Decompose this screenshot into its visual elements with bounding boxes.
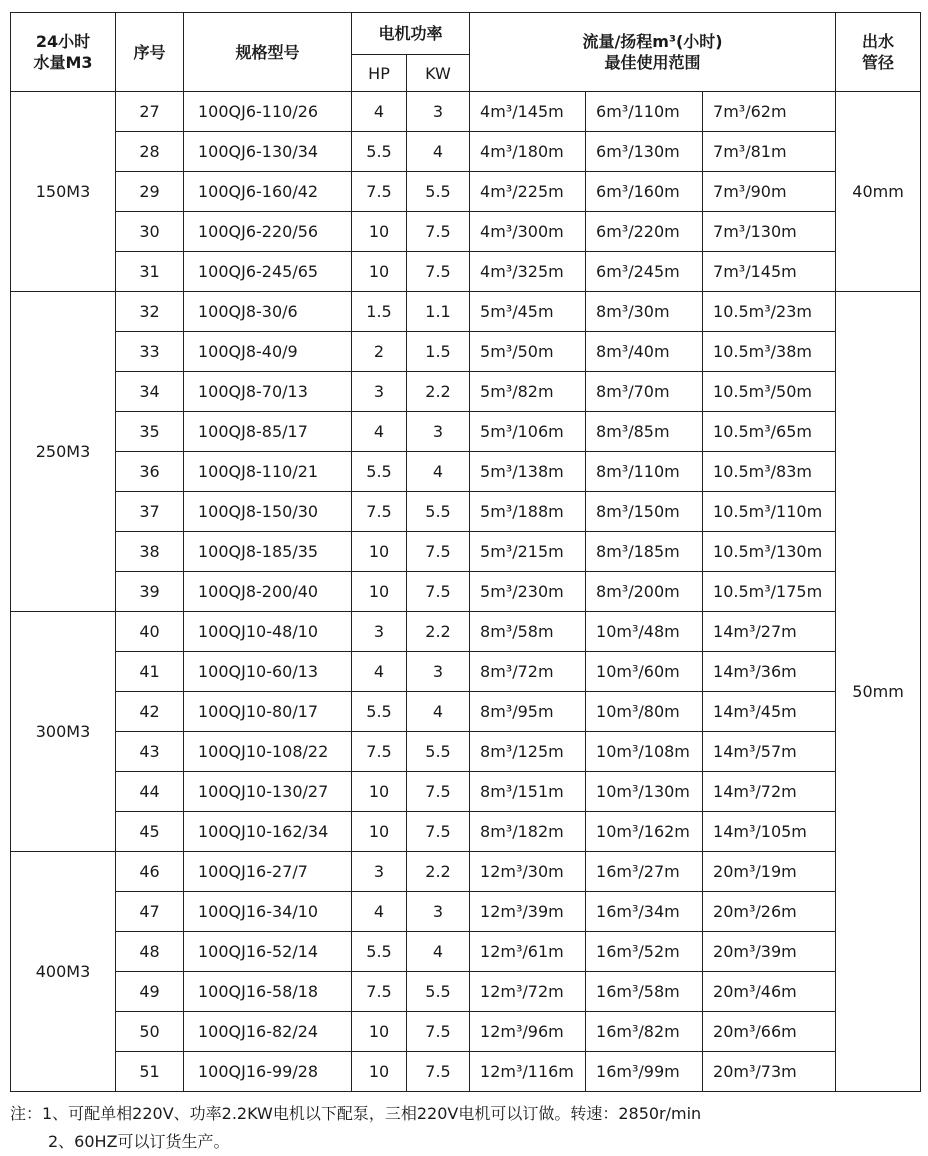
- model-cell: 100QJ8-85/17: [184, 412, 352, 452]
- flow-cell: 16m³/82m: [586, 1012, 703, 1052]
- flow-cell: 8m³/40m: [586, 332, 703, 372]
- kw-cell: 4: [407, 132, 470, 172]
- kw-cell: 7.5: [407, 212, 470, 252]
- flow-cell: 5m³/138m: [470, 452, 586, 492]
- flow-cell: 7m³/130m: [703, 212, 836, 252]
- flow-cell: 4m³/300m: [470, 212, 586, 252]
- seq-cell: 48: [116, 932, 184, 972]
- table-row: [11, 732, 921, 772]
- kw-cell: 7.5: [407, 252, 470, 292]
- model-cell: 100QJ8-30/6: [184, 292, 352, 332]
- flow-cell: 10.5m³/175m: [703, 572, 836, 612]
- header-kw: KW: [407, 55, 470, 92]
- flow-cell: 10.5m³/23m: [703, 292, 836, 332]
- flow-cell: 12m³/30m: [470, 852, 586, 892]
- note-1: 注：1、可配单相220V、功率2.2KW电机以下配泵，三相220V电机可以订做。转速：2850r/min: [10, 1104, 702, 1123]
- seq-cell: 32: [116, 292, 184, 332]
- table-row: [11, 92, 921, 132]
- outlet-diameter-cell: 40mm: [836, 92, 921, 292]
- kw-cell: 7.5: [407, 1052, 470, 1092]
- flow-cell: 12m³/96m: [470, 1012, 586, 1052]
- flow-cell: 10m³/108m: [586, 732, 703, 772]
- kw-cell: 7.5: [407, 812, 470, 852]
- hp-cell: 10: [352, 252, 407, 292]
- table-row: [11, 1012, 921, 1052]
- flow-cell: 10.5m³/38m: [703, 332, 836, 372]
- hp-cell: 4: [352, 652, 407, 692]
- table-row: [11, 892, 921, 932]
- header-motor-power: 电机功率: [352, 13, 470, 55]
- hp-cell: 10: [352, 532, 407, 572]
- hp-cell: 5.5: [352, 692, 407, 732]
- model-cell: 100QJ10-108/22: [184, 732, 352, 772]
- model-cell: 100QJ16-34/10: [184, 892, 352, 932]
- flow-cell: 20m³/19m: [703, 852, 836, 892]
- flow-cell: 16m³/52m: [586, 932, 703, 972]
- hp-cell: 10: [352, 1012, 407, 1052]
- kw-cell: 5.5: [407, 972, 470, 1012]
- model-cell: 100QJ16-52/14: [184, 932, 352, 972]
- model-cell: 100QJ8-70/13: [184, 372, 352, 412]
- hp-cell: 10: [352, 1052, 407, 1092]
- seq-cell: 42: [116, 692, 184, 732]
- hp-cell: 5.5: [352, 132, 407, 172]
- model-cell: 100QJ8-40/9: [184, 332, 352, 372]
- flow-cell: 16m³/58m: [586, 972, 703, 1012]
- seq-cell: 46: [116, 852, 184, 892]
- table-row: [11, 372, 921, 412]
- table-row: [11, 452, 921, 492]
- flow-cell: 8m³/125m: [470, 732, 586, 772]
- table-row: [11, 612, 921, 652]
- seq-cell: 34: [116, 372, 184, 412]
- flow-cell: 6m³/245m: [586, 252, 703, 292]
- kw-cell: 2.2: [407, 372, 470, 412]
- model-cell: 100QJ6-110/26: [184, 92, 352, 132]
- hp-cell: 7.5: [352, 172, 407, 212]
- seq-cell: 29: [116, 172, 184, 212]
- flow-cell: 20m³/46m: [703, 972, 836, 1012]
- flow-cell: 5m³/215m: [470, 532, 586, 572]
- table-row: [11, 252, 921, 292]
- flow-cell: 16m³/99m: [586, 1052, 703, 1092]
- flow-cell: 14m³/57m: [703, 732, 836, 772]
- kw-cell: 4: [407, 452, 470, 492]
- seq-cell: 41: [116, 652, 184, 692]
- group-flow-cell: 400M3: [11, 852, 116, 1092]
- flow-cell: 10m³/162m: [586, 812, 703, 852]
- kw-cell: 1.1: [407, 292, 470, 332]
- group-flow-cell: 300M3: [11, 612, 116, 852]
- flow-cell: 6m³/110m: [586, 92, 703, 132]
- hp-cell: 7.5: [352, 732, 407, 772]
- flow-cell: 8m³/95m: [470, 692, 586, 732]
- seq-cell: 51: [116, 1052, 184, 1092]
- kw-cell: 2.2: [407, 852, 470, 892]
- model-cell: 100QJ8-110/21: [184, 452, 352, 492]
- model-cell: 100QJ6-130/34: [184, 132, 352, 172]
- flow-cell: 20m³/39m: [703, 932, 836, 972]
- table-row: [11, 412, 921, 452]
- model-cell: 100QJ8-150/30: [184, 492, 352, 532]
- seq-cell: 39: [116, 572, 184, 612]
- flow-cell: 14m³/27m: [703, 612, 836, 652]
- hp-cell: 4: [352, 892, 407, 932]
- kw-cell: 4: [407, 932, 470, 972]
- model-cell: 100QJ16-82/24: [184, 1012, 352, 1052]
- flow-cell: 8m³/85m: [586, 412, 703, 452]
- outlet-diameter-cell: 50mm: [836, 292, 921, 1092]
- table-row: [11, 972, 921, 1012]
- flow-cell: 4m³/145m: [470, 92, 586, 132]
- flow-cell: 8m³/150m: [586, 492, 703, 532]
- footnotes: [10, 1100, 701, 1156]
- seq-cell: 31: [116, 252, 184, 292]
- hp-cell: 3: [352, 612, 407, 652]
- flow-cell: 14m³/45m: [703, 692, 836, 732]
- flow-cell: 8m³/70m: [586, 372, 703, 412]
- table-row: [11, 852, 921, 892]
- seq-cell: 36: [116, 452, 184, 492]
- flow-cell: 16m³/34m: [586, 892, 703, 932]
- flow-cell: 10.5m³/83m: [703, 452, 836, 492]
- flow-cell: 12m³/61m: [470, 932, 586, 972]
- pump-spec-table: [10, 12, 921, 1092]
- flow-cell: 8m³/200m: [586, 572, 703, 612]
- flow-cell: 8m³/182m: [470, 812, 586, 852]
- note-2: 2、60HZ可以订货生产。: [48, 1132, 230, 1151]
- seq-cell: 37: [116, 492, 184, 532]
- hp-cell: 10: [352, 212, 407, 252]
- seq-cell: 50: [116, 1012, 184, 1052]
- model-cell: 100QJ10-48/10: [184, 612, 352, 652]
- kw-cell: 3: [407, 92, 470, 132]
- seq-cell: 44: [116, 772, 184, 812]
- model-cell: 100QJ6-160/42: [184, 172, 352, 212]
- flow-cell: 10.5m³/110m: [703, 492, 836, 532]
- hp-cell: 1.5: [352, 292, 407, 332]
- kw-cell: 4: [407, 692, 470, 732]
- model-cell: 100QJ16-27/7: [184, 852, 352, 892]
- hp-cell: 2: [352, 332, 407, 372]
- header-hp: HP: [352, 55, 407, 92]
- flow-cell: 7m³/81m: [703, 132, 836, 172]
- model-cell: 100QJ6-220/56: [184, 212, 352, 252]
- flow-cell: 8m³/58m: [470, 612, 586, 652]
- seq-cell: 27: [116, 92, 184, 132]
- table-row: [11, 292, 921, 332]
- flow-cell: 4m³/180m: [470, 132, 586, 172]
- group-flow-cell: 150M3: [11, 92, 116, 292]
- flow-cell: 10.5m³/65m: [703, 412, 836, 452]
- flow-cell: 5m³/188m: [470, 492, 586, 532]
- flow-cell: 10m³/80m: [586, 692, 703, 732]
- seq-cell: 30: [116, 212, 184, 252]
- flow-cell: 5m³/50m: [470, 332, 586, 372]
- flow-cell: 10.5m³/130m: [703, 532, 836, 572]
- kw-cell: 1.5: [407, 332, 470, 372]
- group-flow-cell: 250M3: [11, 292, 116, 612]
- flow-cell: 12m³/39m: [470, 892, 586, 932]
- table-row: [11, 492, 921, 532]
- header-daily-flow: 24小时 水量M3: [11, 13, 116, 92]
- flow-cell: 10m³/130m: [586, 772, 703, 812]
- seq-cell: 43: [116, 732, 184, 772]
- model-cell: 100QJ8-185/35: [184, 532, 352, 572]
- flow-cell: 10m³/60m: [586, 652, 703, 692]
- flow-cell: 14m³/72m: [703, 772, 836, 812]
- table-row: [11, 332, 921, 372]
- model-cell: 100QJ10-60/13: [184, 652, 352, 692]
- hp-cell: 4: [352, 92, 407, 132]
- flow-cell: 5m³/230m: [470, 572, 586, 612]
- kw-cell: 3: [407, 652, 470, 692]
- kw-cell: 7.5: [407, 572, 470, 612]
- kw-cell: 5.5: [407, 172, 470, 212]
- model-cell: 100QJ8-200/40: [184, 572, 352, 612]
- flow-cell: 10.5m³/50m: [703, 372, 836, 412]
- model-cell: 100QJ10-130/27: [184, 772, 352, 812]
- hp-cell: 10: [352, 812, 407, 852]
- table-row: [11, 772, 921, 812]
- hp-cell: 7.5: [352, 972, 407, 1012]
- flow-cell: 4m³/325m: [470, 252, 586, 292]
- header-seq: 序号: [116, 13, 184, 92]
- flow-cell: 12m³/72m: [470, 972, 586, 1012]
- model-cell: 100QJ10-80/17: [184, 692, 352, 732]
- flow-cell: 8m³/72m: [470, 652, 586, 692]
- flow-cell: 6m³/220m: [586, 212, 703, 252]
- hp-cell: 3: [352, 372, 407, 412]
- kw-cell: 5.5: [407, 732, 470, 772]
- seq-cell: 40: [116, 612, 184, 652]
- flow-cell: 5m³/82m: [470, 372, 586, 412]
- flow-cell: 6m³/130m: [586, 132, 703, 172]
- kw-cell: 2.2: [407, 612, 470, 652]
- seq-cell: 28: [116, 132, 184, 172]
- table-row: [11, 1052, 921, 1092]
- flow-cell: 20m³/26m: [703, 892, 836, 932]
- table-row: [11, 692, 921, 732]
- header-model: 规格型号: [184, 13, 352, 92]
- flow-cell: 5m³/45m: [470, 292, 586, 332]
- flow-cell: 4m³/225m: [470, 172, 586, 212]
- table-body: [11, 92, 921, 1092]
- hp-cell: 7.5: [352, 492, 407, 532]
- hp-cell: 5.5: [352, 932, 407, 972]
- flow-cell: 8m³/185m: [586, 532, 703, 572]
- seq-cell: 47: [116, 892, 184, 932]
- hp-cell: 10: [352, 572, 407, 612]
- flow-cell: 7m³/90m: [703, 172, 836, 212]
- flow-cell: 14m³/105m: [703, 812, 836, 852]
- kw-cell: 5.5: [407, 492, 470, 532]
- seq-cell: 49: [116, 972, 184, 1012]
- flow-cell: 20m³/73m: [703, 1052, 836, 1092]
- kw-cell: 7.5: [407, 1012, 470, 1052]
- seq-cell: 45: [116, 812, 184, 852]
- table-row: [11, 132, 921, 172]
- flow-cell: 7m³/145m: [703, 252, 836, 292]
- header-outlet: 出水 管径: [836, 13, 921, 92]
- table-row: [11, 572, 921, 612]
- flow-cell: 10m³/48m: [586, 612, 703, 652]
- flow-cell: 16m³/27m: [586, 852, 703, 892]
- table-row: [11, 532, 921, 572]
- flow-cell: 5m³/106m: [470, 412, 586, 452]
- hp-cell: 10: [352, 772, 407, 812]
- model-cell: 100QJ16-58/18: [184, 972, 352, 1012]
- seq-cell: 35: [116, 412, 184, 452]
- hp-cell: 3: [352, 852, 407, 892]
- model-cell: 100QJ10-162/34: [184, 812, 352, 852]
- hp-cell: 4: [352, 412, 407, 452]
- kw-cell: 7.5: [407, 532, 470, 572]
- kw-cell: 7.5: [407, 772, 470, 812]
- flow-cell: 8m³/151m: [470, 772, 586, 812]
- model-cell: 100QJ6-245/65: [184, 252, 352, 292]
- flow-cell: 7m³/62m: [703, 92, 836, 132]
- table-row: [11, 812, 921, 852]
- model-cell: 100QJ16-99/28: [184, 1052, 352, 1092]
- table-row: [11, 212, 921, 252]
- flow-cell: 6m³/160m: [586, 172, 703, 212]
- flow-cell: 14m³/36m: [703, 652, 836, 692]
- table-row: [11, 652, 921, 692]
- kw-cell: 3: [407, 412, 470, 452]
- flow-cell: 8m³/30m: [586, 292, 703, 332]
- table-row: [11, 172, 921, 212]
- hp-cell: 5.5: [352, 452, 407, 492]
- header-flow-head: 流量/扬程m³(小时) 最佳使用范围: [470, 13, 836, 92]
- seq-cell: 33: [116, 332, 184, 372]
- seq-cell: 38: [116, 532, 184, 572]
- flow-cell: 20m³/66m: [703, 1012, 836, 1052]
- flow-cell: 12m³/116m: [470, 1052, 586, 1092]
- kw-cell: 3: [407, 892, 470, 932]
- flow-cell: 8m³/110m: [586, 452, 703, 492]
- table-row: [11, 932, 921, 972]
